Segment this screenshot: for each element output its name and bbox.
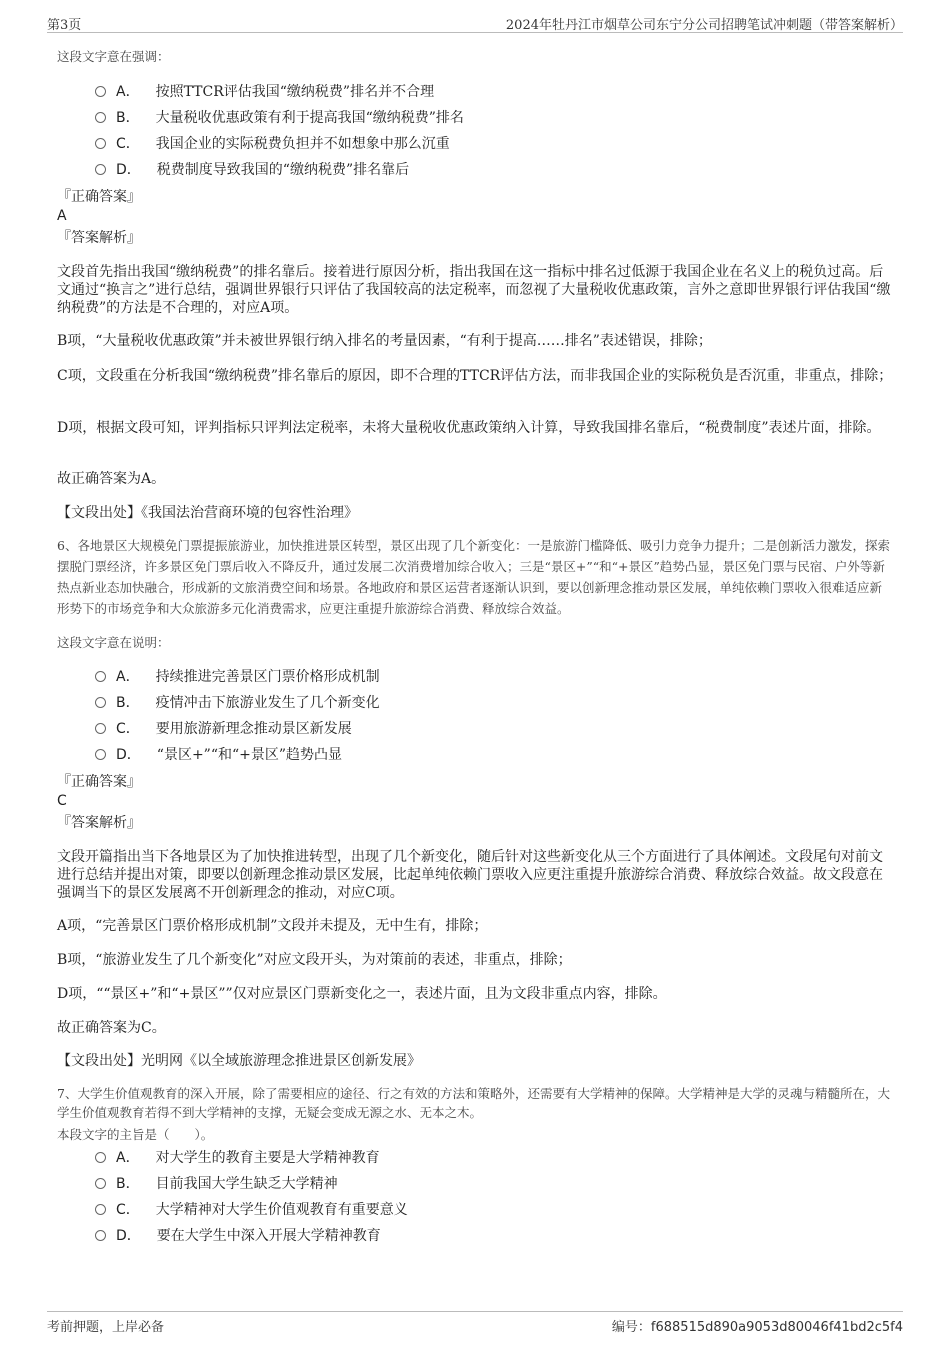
radio-icon[interactable] — [95, 1230, 106, 1241]
q6-option-b[interactable]: B． 疫情冲击下旅游业发生了几个新变化 — [95, 690, 380, 716]
q7-prompt: 本段文字的主旨是（ ）。 — [57, 1127, 214, 1142]
q5-answer: A — [57, 208, 67, 224]
q5-correct-label: 『正确答案』 — [57, 189, 141, 205]
q6-analysis-p2: A项，“完善景区门票价格形成机制”文段并未提及，无中生有，排除； — [57, 918, 488, 934]
q5-option-d[interactable]: D． 税费制度导致我国的“缴纳税费”排名靠后 — [95, 157, 464, 183]
q6-correct-label: 『正确答案』 — [57, 774, 141, 790]
q7-options — [95, 1145, 408, 1249]
q5-analysis-p2: B项，“大量税收优惠政策”并未被世界银行纳入排名的考量因素，“有利于提高……排名”表述错误，排除； — [57, 333, 712, 349]
radio-icon[interactable] — [95, 86, 106, 97]
q5-option-b[interactable]: B． 大量税收优惠政策有利于提高我国“缴纳税费”排名 — [95, 105, 464, 131]
q5-analysis-p3: C项，文段重在分析我国“缴纳税费”排名靠后的原因，即不合理的TTCR评估方法，而非我国企业的实际税负是否沉重，非重点，排除； — [57, 368, 893, 384]
radio-icon[interactable] — [95, 112, 106, 123]
q5-analysis-p1: 文段首先指出我国“缴纳税费”的排名靠后。接着进行原因分析，指出我国在这一指标中排名过低源于我国企业在名义上的税负过高。后文通过“换言之”进行总结，强调世界银行只评估了我国较高的法定税率，而忽视了大量税收优惠政策，言外之意即世界银行评估我国“缴纳税费”的方法是不合理的，对应A项。 — [57, 264, 891, 316]
radio-icon[interactable] — [95, 1178, 106, 1189]
page-header — [47, 12, 903, 33]
q7-option-c[interactable]: C． 大学精神对大学生价值观教育有重要意义 — [95, 1197, 408, 1223]
radio-icon[interactable] — [95, 164, 106, 175]
q5-analysis-p4: D项，根据文段可知，评判指标只评判法定税率，未将大量税收优惠政策纳入计算，导致我国排名靠后，“税费制度”表述片面，排除。 — [57, 420, 881, 436]
q6-analysis-label: 『答案解析』 — [57, 815, 141, 831]
q7-option-b[interactable]: B． 目前我国大学生缺乏大学精神 — [95, 1171, 408, 1197]
q6-analysis-p3: B项，“旅游业发生了几个新变化”对应文段开头，为对策前的表述，非重点，排除； — [57, 952, 572, 968]
q5-option-c[interactable]: C． 我国企业的实际税费负担并不如想象中那么沉重 — [95, 131, 464, 157]
radio-icon[interactable] — [95, 723, 106, 734]
q6-option-c[interactable]: C． 要用旅游新理念推动景区新发展 — [95, 716, 380, 742]
q6-source: 【文段出处】光明网《以全域旅游理念推进景区创新发展》 — [57, 1053, 421, 1069]
page-number: 第3页 — [47, 18, 82, 33]
q7-option-a[interactable]: A． 对大学生的教育主要是大学精神教育 — [95, 1145, 408, 1171]
q6-answer: C — [57, 793, 67, 809]
document-id: 编号：f688515d890a9053d80046f41bd2c5f4 — [611, 1320, 903, 1335]
radio-icon[interactable] — [95, 138, 106, 149]
q6-option-a[interactable]: A． 持续推进完善景区门票价格形成机制 — [95, 664, 380, 690]
q7-option-d[interactable]: D． 要在大学生中深入开展大学精神教育 — [95, 1223, 408, 1249]
radio-icon[interactable] — [95, 671, 106, 682]
page-footer — [47, 1311, 903, 1336]
q6-options — [95, 664, 380, 768]
q5-option-a[interactable]: A． 按照TTCR评估我国“缴纳税费”排名并不合理 — [95, 79, 464, 105]
radio-icon[interactable] — [95, 697, 106, 708]
q5-prompt: 这段文字意在强调： — [57, 49, 170, 64]
radio-icon[interactable] — [95, 749, 106, 760]
q5-analysis-p5: 故正确答案为A。 — [57, 471, 166, 487]
q6-analysis-p5: 故正确答案为C。 — [57, 1020, 166, 1036]
footer-slogan: 考前押题，上岸必备 — [47, 1320, 165, 1335]
q6-option-d[interactable]: D． “景区+”“和“+景区”趋势凸显 — [95, 742, 380, 768]
document-title: 2024年牡丹江市烟草公司东宁分公司招聘笔试冲刺题（带答案解析） — [505, 18, 903, 33]
q5-analysis-label: 『答案解析』 — [57, 230, 141, 246]
radio-icon[interactable] — [95, 1152, 106, 1163]
q6-stem: 6、各地景区大规模免门票提振旅游业，加快推进景区转型，景区出现了几个新变化：一是旅游门槛降低、吸引力竞争力提升；二是创新活力激发，探索摆脱门票经济，许多景区免门票后收入不降反升，通过发展二次消费增加综合收入；三是“景区+”“和“+景区”趋势凸显，景区免门票与民宿、户外等新热点新业态加快融合，形成新的文旅消费空间和场景。各地政府和景区运营者逐渐认识到，要以创新理念推动景区发展，单纯依赖门票收入很难适应新形势下的市场竞争和大众旅游多元化消费需求，应更注重提升旅游综合消费、释放综合效益。 — [57, 538, 890, 616]
q7-stem: 7、大学生价值观教育的深入开展，除了需要相应的途径、行之有效的方法和策略外，还需要有大学精神的保障。大学精神是大学的灵魂与精髓所在，大学生价值观教育若得不到大学精神的支撑，无疑会变成无源之水、无本之木。 — [57, 1086, 890, 1120]
q6-prompt: 这段文字意在说明： — [57, 635, 170, 650]
q6-analysis-p4: D项，““景区+”和“+景区””仅对应景区门票新变化之一，表述片面，且为文段非重点内容，排除。 — [57, 986, 667, 1002]
radio-icon[interactable] — [95, 1204, 106, 1215]
q5-options — [95, 79, 464, 183]
q6-analysis-p1: 文段开篇指出当下各地景区为了加快推进转型，出现了几个新变化，随后针对这些新变化从三个方面进行了具体阐述。文段尾句对前文进行总结并提出对策，即要以创新理念推动景区发展，比起单纯依赖门票收入应更注重提升旅游综合消费、释放综合效益。故文段意在强调当下的景区发展离不开创新理念的推动，对应C项。 — [57, 849, 883, 901]
q5-source: 【文段出处】《我国法治营商环境的包容性治理》 — [57, 505, 358, 521]
